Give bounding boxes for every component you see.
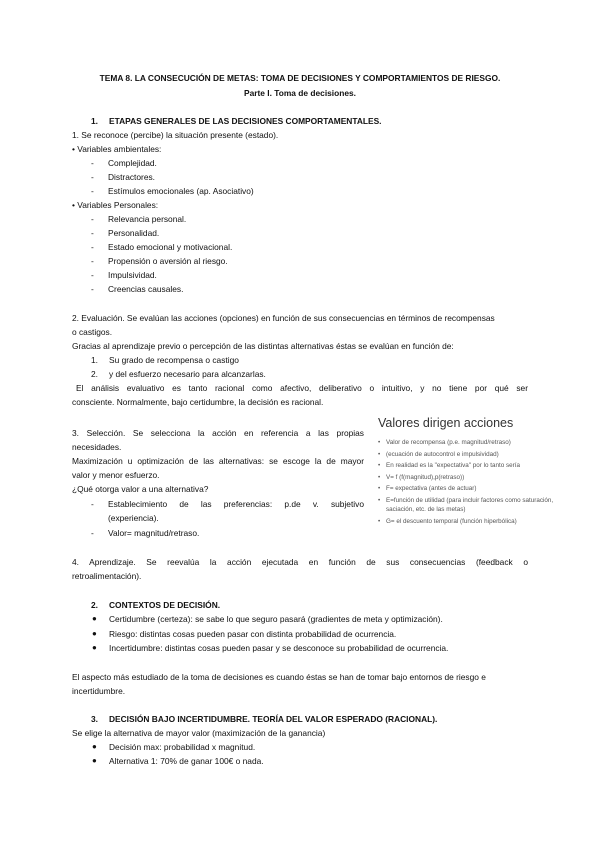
dash-marker: - bbox=[91, 270, 94, 280]
bullet-marker: ● bbox=[92, 614, 97, 623]
section1-heading: ETAPAS GENERALES DE LAS DECISIONES COMPORTAMENTALES. bbox=[109, 116, 382, 126]
bullet-marker: ● bbox=[92, 643, 97, 652]
document-subtitle: Parte I. Toma de decisiones. bbox=[243, 88, 356, 98]
step1-text: 1. Se reconoce (percibe) la situación presente (estado). bbox=[72, 130, 279, 140]
inset-slide-image bbox=[378, 414, 578, 528]
step3-line2: necesidades. bbox=[72, 442, 122, 452]
dash-marker: - bbox=[91, 242, 94, 252]
inset-item: • G= el descuento temporal (función hiperbólica) bbox=[378, 517, 578, 527]
personal-item: Relevancia personal. bbox=[108, 214, 187, 224]
dash-marker: - bbox=[91, 158, 94, 168]
ambiental-item: Distractores. bbox=[108, 172, 156, 182]
section2-heading: CONTEXTOS DE DECISIÓN. bbox=[109, 600, 221, 610]
section2-para-line2: incertidumbre. bbox=[72, 686, 126, 696]
dash-marker: - bbox=[91, 256, 94, 266]
step2-line2: o castigos. bbox=[72, 327, 113, 337]
inset-item: • En realidad es la "expectativa" por lo tanto sería bbox=[378, 461, 578, 471]
ambiental-item: Estímulos emocionales (ap. Asociativo) bbox=[108, 186, 254, 196]
dash-marker: - bbox=[91, 528, 94, 538]
section3-item: Alternativa 1: 70% de ganar 100€ o nada. bbox=[109, 756, 264, 766]
dash-marker: - bbox=[91, 172, 94, 182]
step3-dash1b: (experiencia). bbox=[108, 513, 159, 523]
step2-line3: Gracias al aprendizaje previo o percepción de las distintas alternativas éstas se evalúan en función de: bbox=[72, 341, 454, 351]
step2-item-number: 2. bbox=[91, 369, 98, 379]
step2-item-text: y del esfuerzo necesario para alcanzarlas. bbox=[109, 369, 266, 379]
step3-line5: ¿Qué otorga valor a una alternativa? bbox=[72, 484, 209, 494]
step2-line1: 2. Evaluación. Se evalúan las acciones (opciones) en función de sus consecuencias en términos de recompensas bbox=[72, 313, 495, 323]
inset-item: • F= expectativa (antes de actuar) bbox=[378, 484, 578, 494]
personal-item: Creencias causales. bbox=[108, 284, 184, 294]
inset-item: • E=función de utilidad (para incluir factores como saturación, saciación, etc. de las metas) bbox=[378, 496, 578, 515]
dash-marker: - bbox=[91, 228, 94, 238]
personal-item: Estado emocional y motivacional. bbox=[108, 242, 233, 252]
personal-item: Impulsividad. bbox=[108, 270, 157, 280]
bullet-marker: ● bbox=[92, 629, 97, 638]
inset-list bbox=[378, 438, 578, 526]
inset-item: • Valor de recompensa (p.e. magnitud/retraso) bbox=[378, 438, 578, 448]
step3-dash1a: Establecimiento de las preferencias: p.de v. subjetivo bbox=[108, 499, 364, 509]
inset-item: • (ecuación de autocontrol e impulsividad) bbox=[378, 450, 578, 460]
step4-line1: 4. Aprendizaje. Se reevalúa la acción ejecutada en función de sus consecuencias (feedback o bbox=[72, 557, 528, 567]
step2-para-line1: El análisis evaluativo es tanto racional como afectivo, deliberativo o intuitivo, y no tiene por qué ser bbox=[76, 383, 528, 393]
section3-intro: Se elige la alternativa de mayor valor (maximización de la ganancia) bbox=[72, 728, 326, 738]
step2-item-number: 1. bbox=[91, 355, 98, 365]
context-item: Riesgo: distintas cosas pueden pasar con distinta probabilidad de ocurrencia. bbox=[109, 629, 397, 639]
dash-marker: - bbox=[91, 214, 94, 224]
step2-item-text: Su grado de recompensa o castigo bbox=[109, 355, 239, 365]
context-item: Incertidumbre: distintas cosas pueden pasar y se desconoce su probabilidad de ocurrencia. bbox=[109, 643, 449, 653]
ambientales-label: • Variables ambientales: bbox=[72, 144, 162, 154]
personales-label: • Variables Personales: bbox=[72, 200, 159, 210]
step2-para-line2: consciente. Normalmente, bajo certidumbre, la decisión es racional. bbox=[72, 397, 324, 407]
section2-para-line1: El aspecto más estudiado de la toma de decisiones es cuando éstas se han de tomar bajo entornos de riesgo e bbox=[72, 672, 486, 682]
bullet-marker: ● bbox=[92, 756, 97, 765]
dash-marker: - bbox=[91, 186, 94, 196]
step3-line4: valor y menor esfuerzo. bbox=[72, 470, 160, 480]
section3-heading: DECISIÓN BAJO INCERTIDUMBRE. TEORÍA DEL VALOR ESPERADO (RACIONAL). bbox=[109, 714, 438, 724]
inset-title: Valores dirigen acciones bbox=[378, 416, 514, 430]
inset-item: • V= f (f(magnitud),p(retraso)) bbox=[378, 473, 578, 483]
section1-number: 1. bbox=[91, 116, 98, 126]
dash-marker: - bbox=[91, 284, 94, 294]
step3-dash2: Valor= magnitud/retraso. bbox=[108, 528, 200, 538]
personal-item: Personalidad. bbox=[108, 228, 160, 238]
section2-number: 2. bbox=[91, 600, 98, 610]
context-item: Certidumbre (certeza): se sabe lo que seguro pasará (gradientes de meta y optimización). bbox=[109, 614, 443, 624]
document-title: TEMA 8. LA CONSECUCIÓN DE METAS: TOMA DE DECISIONES Y COMPORTAMIENTOS DE RIESGO. bbox=[99, 73, 501, 83]
bullet-marker: ● bbox=[92, 742, 97, 751]
dash-marker: - bbox=[91, 499, 94, 509]
section3-number: 3. bbox=[91, 714, 98, 724]
personal-item: Propensión o aversión al riesgo. bbox=[108, 256, 228, 266]
step4-line2: retroalimentación). bbox=[72, 571, 142, 581]
step3-line3: Maximización u optimización de las alternativas: se escoge la de mayor bbox=[72, 456, 364, 466]
step3-line1: 3. Selección. Se selecciona la acción en referencia a las propias bbox=[72, 428, 364, 438]
section3-item: Decisión max: probabilidad x magnitud. bbox=[109, 742, 256, 752]
ambiental-item: Complejidad. bbox=[108, 158, 157, 168]
